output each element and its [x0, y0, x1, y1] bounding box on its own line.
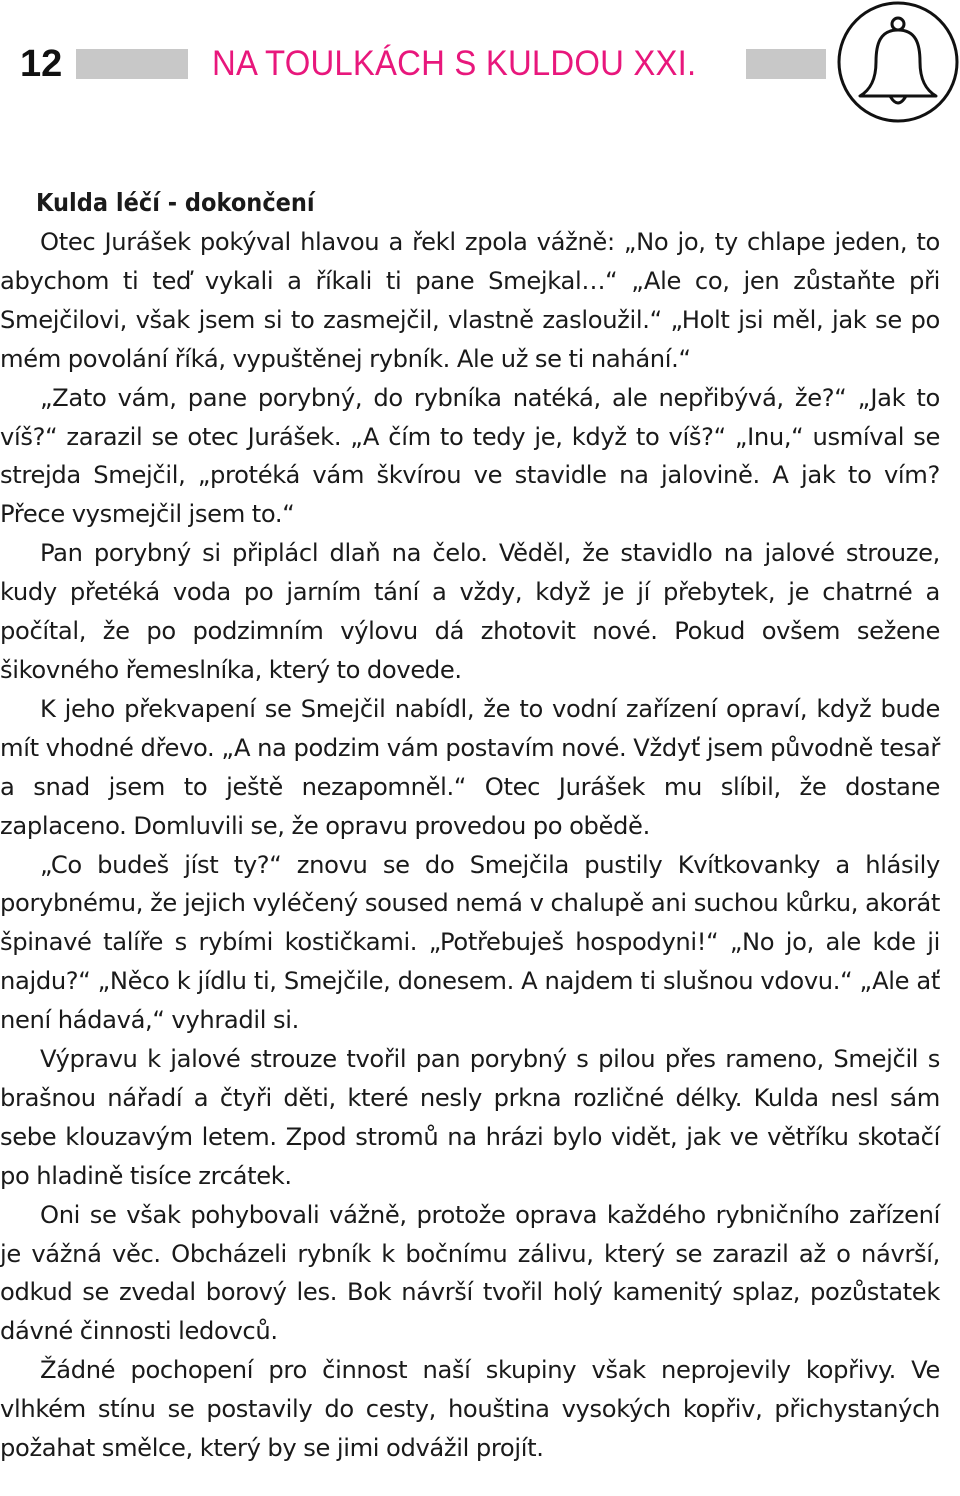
paragraph: Oni se však pohybovali vážně, protože oprava každého rybničního zařízení je vážná věc. Obcházeli rybník k bočnímu zálivu, který se zarazil až o návrší, odkud se zvedal borový les. Bok návrší tvořil holý kamenitý splaz, pozůstatek dávné činnosti ledovců. [0, 1200, 940, 1346]
running-title: NA TOULKÁCH S KULDOU XXI. [212, 44, 697, 83]
paragraph: Otec Jurášek pokýval hlavou a řekl zpola vážně: „No jo, ty chlape jeden, to abychom ti teď vykali a říkali ti pane Smejkal…“ „Ale co, jen zůstaňte při Smejčilovi, však jsem si to zasmejčil, vlastně zasloužil.“ „Holt jsi měl, jak se po mém povolání říká, vypuštěnej rybník. Ale už se ti nahání.“ [0, 228, 940, 373]
bell-icon [834, 0, 960, 132]
paragraph: Žádné pochopení pro činnost naší skupiny však neprojevily kopřivy. Ve vlhkém stínu se postavily do cesty, houština vysokých kopřiv, přichystaných požahat smělce, který by se jimi odvážil projít. [0, 1356, 940, 1463]
paragraph: K jeho překvapení se Smejčil nabídl, že to vodní zařízení opraví, když bude mít vhodné dřevo. „A na podzim vám postavím nové. Vždyť jsem původně tesař a snad jsem to ještě nezapomněl.“ Otec Jurášek mu slíbil, že dostane zaplaceno. Domluvili se, že opravu provedou po obědě. [0, 694, 940, 840]
article-title: Kulda léčí - dokončení [36, 188, 315, 217]
header-bar-right [746, 49, 826, 79]
page-header [0, 0, 960, 140]
paragraph: „Co budeš jíst ty?“ znovu se do Smejčila pustily Kvítkovanky a hlásily porybnému, že jejich vyléčený soused nemá v chalupě ani suchou kůrku, akorát špinavé talíře s rybími kostičkami. „Potřebuješ hospodyni!“ „No jo, ale kde ji najdu?“ „Něco k jídlu ti, Smejčile, donesem. A najdem ti slušnou vdovu.“ „Ale ať není hádavá,“ vyhradil si. [0, 850, 940, 1035]
article [0, 183, 940, 1468]
paragraph: Pan porybný si připlácl dlaň na čelo. Věděl, že stavidlo na jalové strouze, kudy přetéká voda po jarním tání a vždy, když je jí přebytek, je chatrné a počítal, že po podzimním výlovu dá zhotovit nové. Pokud ovšem sežene šikovného řemeslníka, který to dovede. [0, 539, 940, 684]
page-number: 12 [20, 43, 63, 85]
paragraph: „Zato vám, pane porybný, do rybníka natéká, ale nepřibývá, že?“ „Jak to víš?“ zarazil se otec Jurášek. „A čím to tedy je, když to víš?“ „Inu,“ usmíval se strejda Smejčil, „protéká vám škvírou ve stavidle na jalovině. A jak to vím? Přece vysmejčil jsem to.“ [0, 383, 940, 529]
header-bar-left [76, 49, 188, 79]
paragraph: Výpravu k jalové strouze tvořil pan porybný s pilou přes rameno, Smejčil s brašnou nářadí a čtyři děti, které nesly prkna rozličné délky. Kulda nesl sám sebe klouzavým letem. Zpod stromů na hrázi bylo vidět, jak ve větříku skotačí po hladině tisíce zrcátek. [0, 1045, 940, 1190]
